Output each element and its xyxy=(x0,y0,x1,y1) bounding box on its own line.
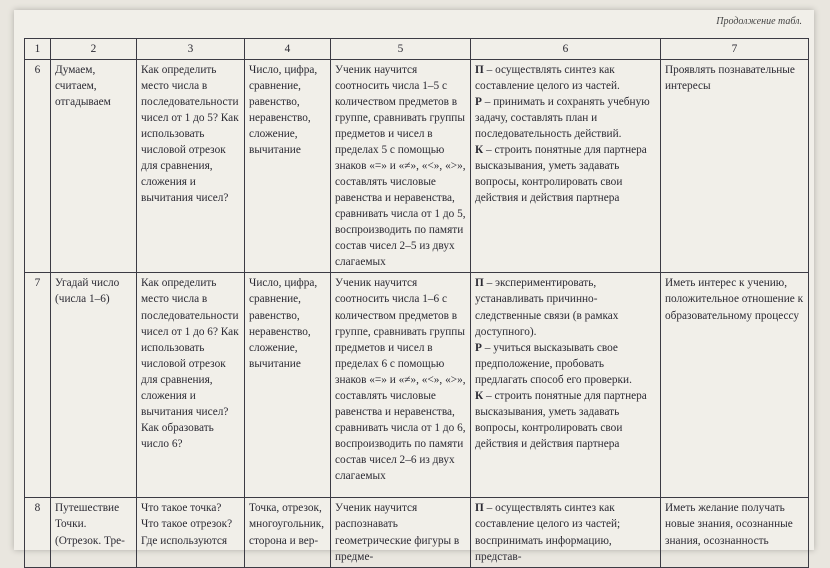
column-number: 4 xyxy=(245,39,331,60)
uud-letter: П xyxy=(475,64,484,77)
uud-item xyxy=(475,62,656,94)
uud-item xyxy=(475,340,656,388)
table-row xyxy=(25,273,809,498)
uud-text: – осуществлять синтез как составление целого из частей; воспринимать информацию, представ- xyxy=(475,502,621,563)
column-number: 3 xyxy=(137,39,245,60)
uud-letter: П xyxy=(475,277,484,290)
uud-letter: П xyxy=(475,502,484,515)
lesson-topic: Угадай число (числа 1–6) xyxy=(51,273,137,498)
personal-outcomes: Иметь интерес к учению, положительное отношение к образовательному процессу xyxy=(661,273,809,498)
personal-outcomes: Проявлять познавательные интересы xyxy=(661,60,809,273)
uud-cell xyxy=(471,498,661,567)
column-number: 6 xyxy=(471,39,661,60)
uud-letter: Р xyxy=(475,341,482,354)
table-row xyxy=(25,498,809,567)
uud-letter: К xyxy=(475,389,484,402)
uud-item xyxy=(475,500,656,564)
table-row xyxy=(25,60,809,273)
uud-text: – строить понятные для партнера высказывания, уметь задавать вопросы, контролировать свои действия и действия партнера xyxy=(475,144,647,205)
subject-outcomes: Ученик научится соотносить числа 1–6 с количеством предметов в группе, сравнивать группы предметов и чисел в пределах 6 с помощью знаков «=» и «≠», «<», «>», составлять числовые равенства и неравенства, сравнивать числа от 1 до 6, воспроизводить по памяти состав чисел 2–6 из двух слагаемых xyxy=(331,273,471,498)
uud-text: – экспериментировать, устанавливать причинно-следственные связи (в рамках доступного). xyxy=(475,277,619,338)
uud-text: – осуществлять синтез как составление целого из частей. xyxy=(475,64,620,93)
uud-cell xyxy=(471,273,661,498)
uud-letter: К xyxy=(475,144,484,157)
uud-item xyxy=(475,142,656,206)
key-concepts: Число, цифра, сравнение, равенство, неравенство, сложение, вычитание xyxy=(245,273,331,498)
column-number: 2 xyxy=(51,39,137,60)
problem-questions: Что такое точка? Что такое отрезок? Где используются xyxy=(137,498,245,567)
key-concepts: Число, цифра, сравнение, равенство, неравенство, сложение, вычитание xyxy=(245,60,331,273)
lesson-plan-table xyxy=(24,38,809,568)
key-concepts: Точка, отрезок, многоугольник, сторона и вер- xyxy=(245,498,331,567)
uud-item xyxy=(475,388,656,452)
subject-outcomes: Ученик научится соотносить числа 1–5 с количеством предметов в группе, сравнивать группы предметов и чисел в пределах 5 с помощью знаков «=» и «≠», «<», «>», составлять числовые равенства и неравенства, сравнивать числа от 1 до 5, воспроизводить по памяти состав чисел 2–5 из двух слагаемых xyxy=(331,60,471,273)
problem-questions: Как определить место числа в последовательности чисел от 1 до 6? Как использовать числовой отрезок для сравнения, сложения и вычитания чисел? Как образовать число 6? xyxy=(137,273,245,498)
table-caption: Продолжение табл. xyxy=(716,16,802,27)
column-number: 1 xyxy=(25,39,51,60)
personal-outcomes: Иметь желание получать новые знания, осознанные знания, осознанность xyxy=(661,498,809,567)
uud-text: – строить понятные для партнера высказывания, уметь задавать вопросы, контролировать свои действия и действия партнера xyxy=(475,389,647,450)
column-number: 5 xyxy=(331,39,471,60)
subject-outcomes: Ученик научится распознавать геометрические фигуры в предме- xyxy=(331,498,471,567)
uud-text: – учиться высказывать свое предположение, пробовать предлагать способ его проверки. xyxy=(475,341,632,386)
lesson-number: 6 xyxy=(25,60,51,273)
uud-cell xyxy=(471,60,661,273)
column-number: 7 xyxy=(661,39,809,60)
problem-questions: Как определить место числа в последовательности чисел от 1 до 5? Как использовать числовой отрезок для сравнения, сложения и вычитания чисел? xyxy=(137,60,245,273)
column-number-row xyxy=(25,39,809,60)
lesson-number: 8 xyxy=(25,498,51,567)
uud-text: – принимать и сохранять учебную задачу, составлять план и последовательность действий. xyxy=(475,96,650,141)
document-page xyxy=(14,10,814,563)
lesson-topic: Путешествие Точки. (Отрезок. Тре- xyxy=(51,498,137,567)
lesson-topic: Думаем, считаем, отгадываем xyxy=(51,60,137,273)
lesson-number: 7 xyxy=(25,273,51,498)
uud-letter: Р xyxy=(475,96,482,109)
uud-item xyxy=(475,94,656,142)
uud-item xyxy=(475,275,656,339)
